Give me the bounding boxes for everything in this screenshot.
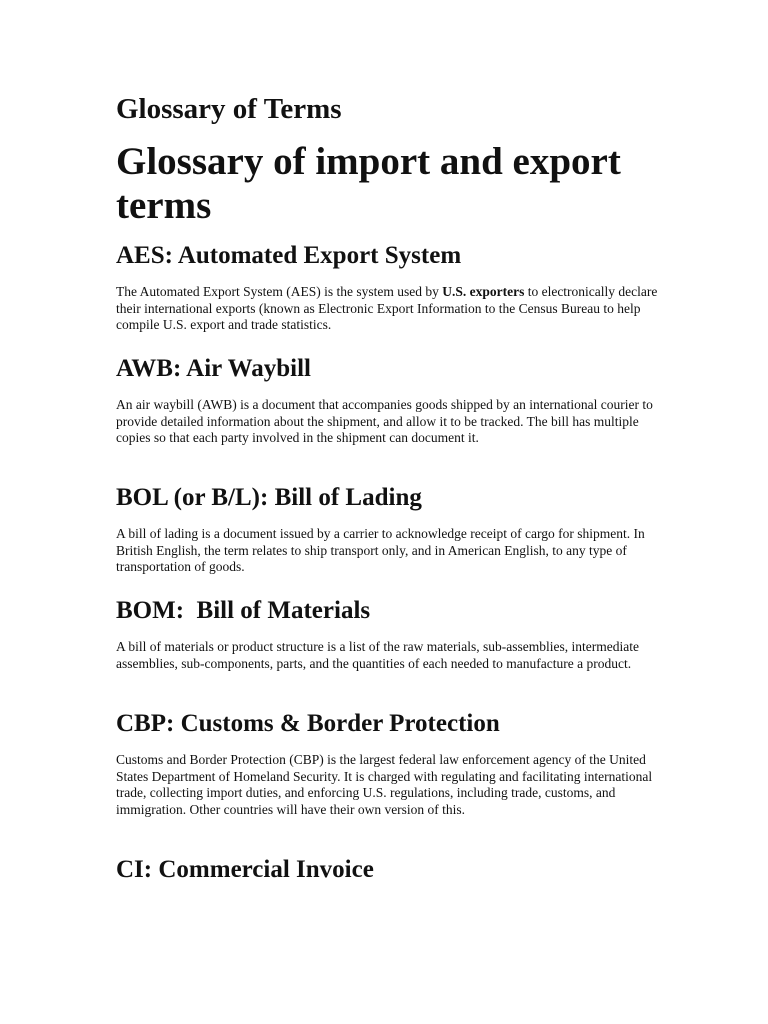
term-title-awb: AWB: Air Waybill	[116, 355, 311, 382]
term-title-ci: CI: Commercial Invoice	[116, 856, 374, 883]
document-title: Glossary of import and export terms	[116, 140, 621, 227]
term-definition-bom: A bill of materials or product structure is a list of the raw materials, sub-assemblies, intermediate assemblies, sub-components, parts, and the quantities of each needed to manufacture a product.	[116, 639, 639, 671]
term-definition-aes	[116, 284, 661, 334]
term-title-bol: BOL (or B/L): Bill of Lading	[116, 484, 422, 511]
term-title-cbp: CBP: Customs & Border Protection	[116, 710, 500, 737]
term-title-bom: BOM: Bill of Materials	[116, 597, 371, 624]
term-definition-text: The Automated Export System (AES) is the system used by	[116, 284, 443, 299]
term-definition-bol: A bill of lading is a document issued by a carrier to acknowledge receipt of cargo for shipment. In British English, the term relates to ship transport only, and in American English, to any type of transportation of goods.	[116, 526, 645, 574]
term-title-aes: AES: Automated Export System	[116, 242, 462, 269]
site-title: Glossary of Terms	[116, 93, 342, 125]
term-definition-cbp: Customs and Border Protection (CBP) is the largest federal law enforcement agency of the United States Department of Homeland Security. It is charged with regulating and facilitating international trade, collecting import duties, and enforcing U.S. regulations, including trade, customs, and immigration. Other countries will have their own version of this.	[116, 752, 653, 817]
term-definition-emphasis: U.S. exporters	[442, 284, 525, 299]
term-definition-awb: An air waybill (AWB) is a document that accompanies goods shipped by an international courier to provide detailed information about the shipment, and allow it to be tracked. The bill has multiple copies so that each party involved in the shipment can document it.	[116, 397, 653, 445]
term-definition-text: to electronically declare their international exports (known as Electronic Export Information to the Census Bureau to help compile U.S. export and trade statistics.	[116, 284, 658, 332]
